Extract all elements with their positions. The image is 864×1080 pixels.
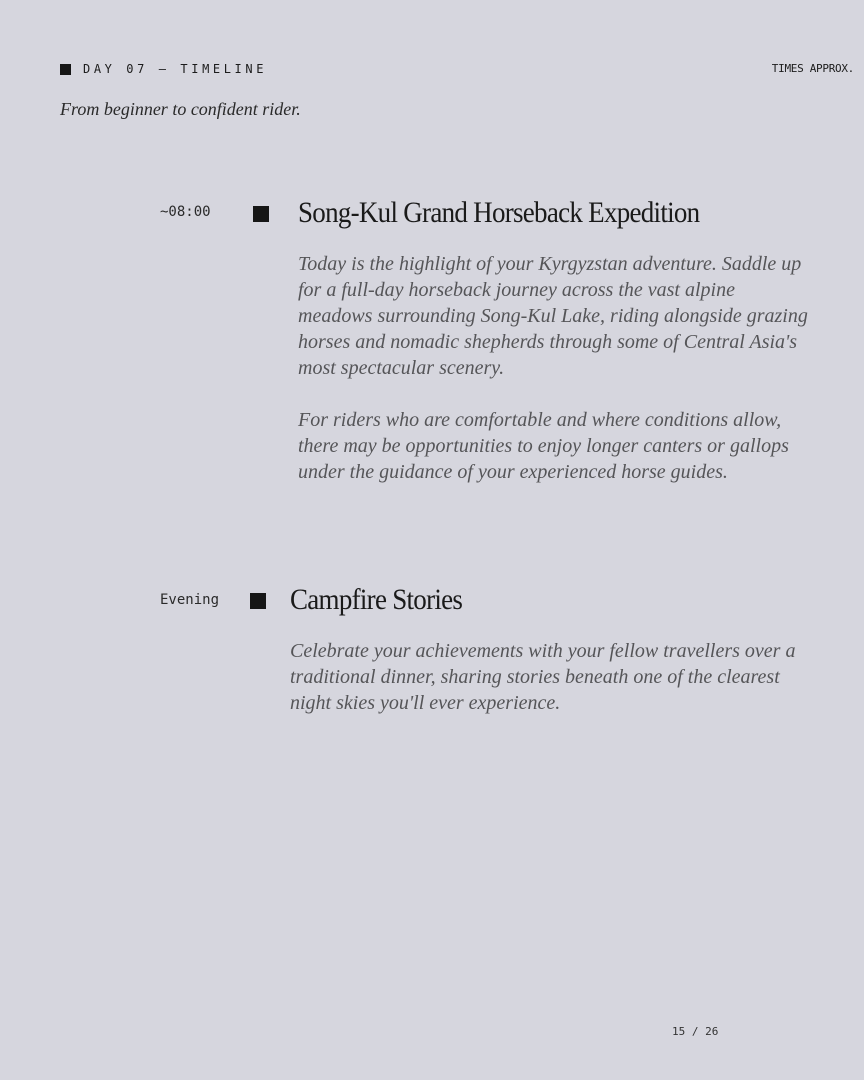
- event-description: [290, 638, 815, 716]
- square-bullet-icon: [253, 206, 269, 222]
- section-label: DAY 07 — TIMELINE: [83, 62, 268, 76]
- event-time: Evening: [160, 592, 220, 608]
- event-time: ~08:00: [160, 204, 211, 220]
- times-approx-note: TIMES APPROX.: [771, 62, 854, 75]
- event-paragraph: Today is the highlight of your Kyrgyzstan adventure. Saddle up for a full-day horseback journey across the vast alpine meadows surrounding Song-Kul Lake, riding alongside grazing horses and nomadic shepherds through some of Central Asia's most spectacular scenery.: [298, 253, 808, 379]
- event-title: Song-Kul Grand Horseback Expedition: [298, 196, 700, 229]
- event-paragraph: Celebrate your achievements with your fellow travellers over a traditional dinner, sharing stories beneath one of the clearest night skies you'll ever experience.: [290, 640, 796, 714]
- event-title: Campfire Stories: [290, 583, 463, 616]
- page-number: 15 / 26: [672, 1025, 719, 1038]
- event-paragraph: For riders who are comfortable and where conditions allow, there may be opportunities to enjoy longer canters or gallops under the guidance of your experienced horse guides.: [298, 409, 789, 483]
- section-header: [60, 62, 267, 76]
- event-description: [298, 251, 813, 485]
- square-bullet-icon: [60, 64, 71, 75]
- page-subtitle: From beginner to confident rider.: [60, 99, 301, 119]
- square-bullet-icon: [250, 593, 266, 609]
